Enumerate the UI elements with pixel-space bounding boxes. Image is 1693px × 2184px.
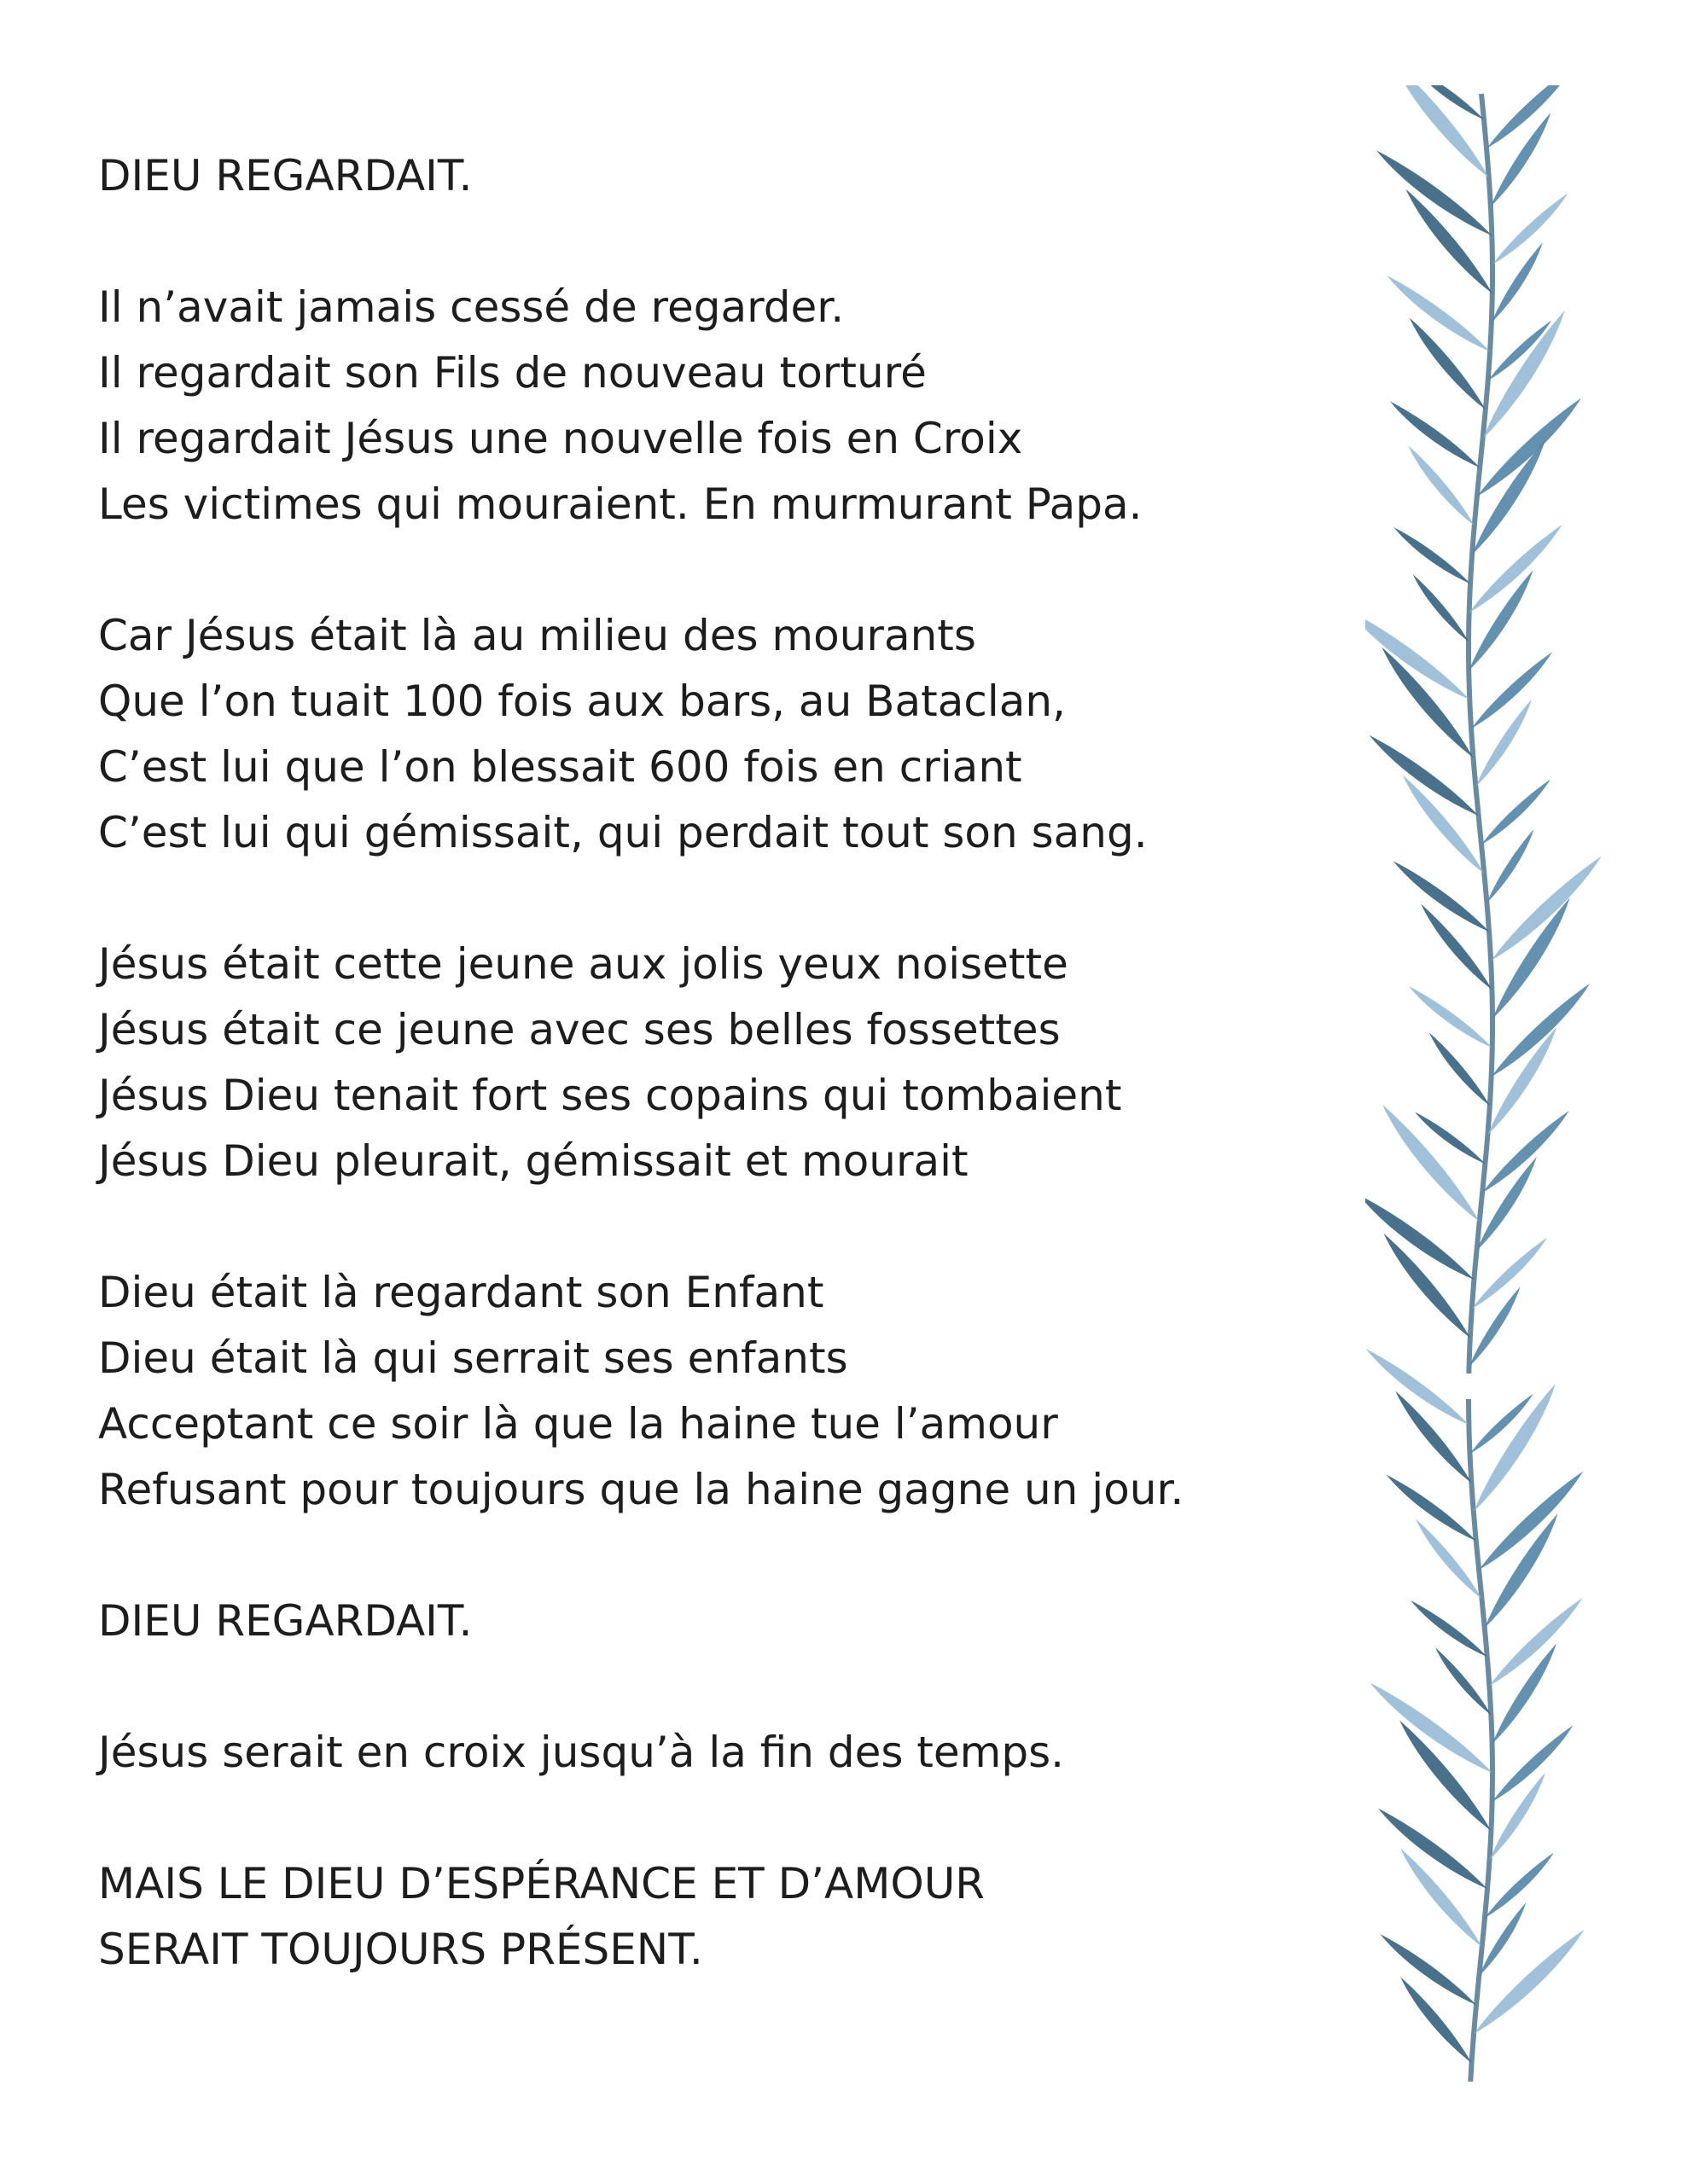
poem-line: Jésus Dieu pleurait, gémissait et mourait (98, 1136, 969, 1186)
poem-line: Que l’on tuait 100 fois aux bars, au Bataclan, (98, 677, 1066, 726)
poem-line: DIEU REGARDAIT. (98, 151, 473, 200)
stanza-3 (98, 603, 1344, 866)
poem-line: Acceptant ce soir là que la haine tue l’amour (98, 1399, 1058, 1449)
poem-text (98, 143, 1344, 1983)
stanza-8 (98, 1851, 1344, 1983)
poem-line: Dieu était là regardant son Enfant (98, 1268, 824, 1317)
poem-line: Refusant pour toujours que la haine gagne un jour. (98, 1465, 1184, 1514)
poem-line: C’est lui qui gémissait, qui perdait tout son sang. (98, 808, 1148, 857)
poem-line: Jésus Dieu tenait fort ses copains qui tombaient (98, 1071, 1122, 1120)
poem-line: Il n’avait jamais cessé de regarder. (98, 282, 845, 332)
stanza-7 (98, 1720, 1344, 1786)
stanza-5 (98, 1260, 1344, 1523)
poem-line: Dieu était là qui serrait ses enfants (98, 1333, 848, 1383)
poem-line: Jésus était ce jeune avec ses belles fossettes (98, 1005, 1061, 1054)
poem-line: MAIS LE DIEU D’ESPÉRANCE ET D’AMOUR (98, 1859, 986, 1908)
poem-line: DIEU REGARDAIT. (98, 1596, 473, 1646)
poem-line: Les victimes qui mouraient. En murmurant Papa. (98, 479, 1143, 529)
poem-line: Il regardait son Fils de nouveau torturé (98, 348, 927, 398)
stanza-2 (98, 275, 1344, 537)
stanza-6 (98, 1589, 1344, 1654)
olive-branch-garland-icon (1365, 85, 1621, 2099)
poem-line: SERAIT TOUJOURS PRÉSENT. (98, 1925, 703, 1974)
stanza-4 (98, 932, 1344, 1194)
poem-line: Jésus serait en croix jusqu’à la fin des temps. (98, 1728, 1065, 1777)
stanza-1 (98, 143, 1344, 209)
poem-line: Car Jésus était là au milieu des mourants (98, 611, 976, 660)
poem-line: Il regardait Jésus une nouvelle fois en Croix (98, 414, 1023, 463)
poem-line: Jésus était cette jeune aux jolis yeux noisette (98, 939, 1068, 989)
poem-line: C’est lui que l’on blessait 600 fois en criant (98, 742, 1022, 792)
